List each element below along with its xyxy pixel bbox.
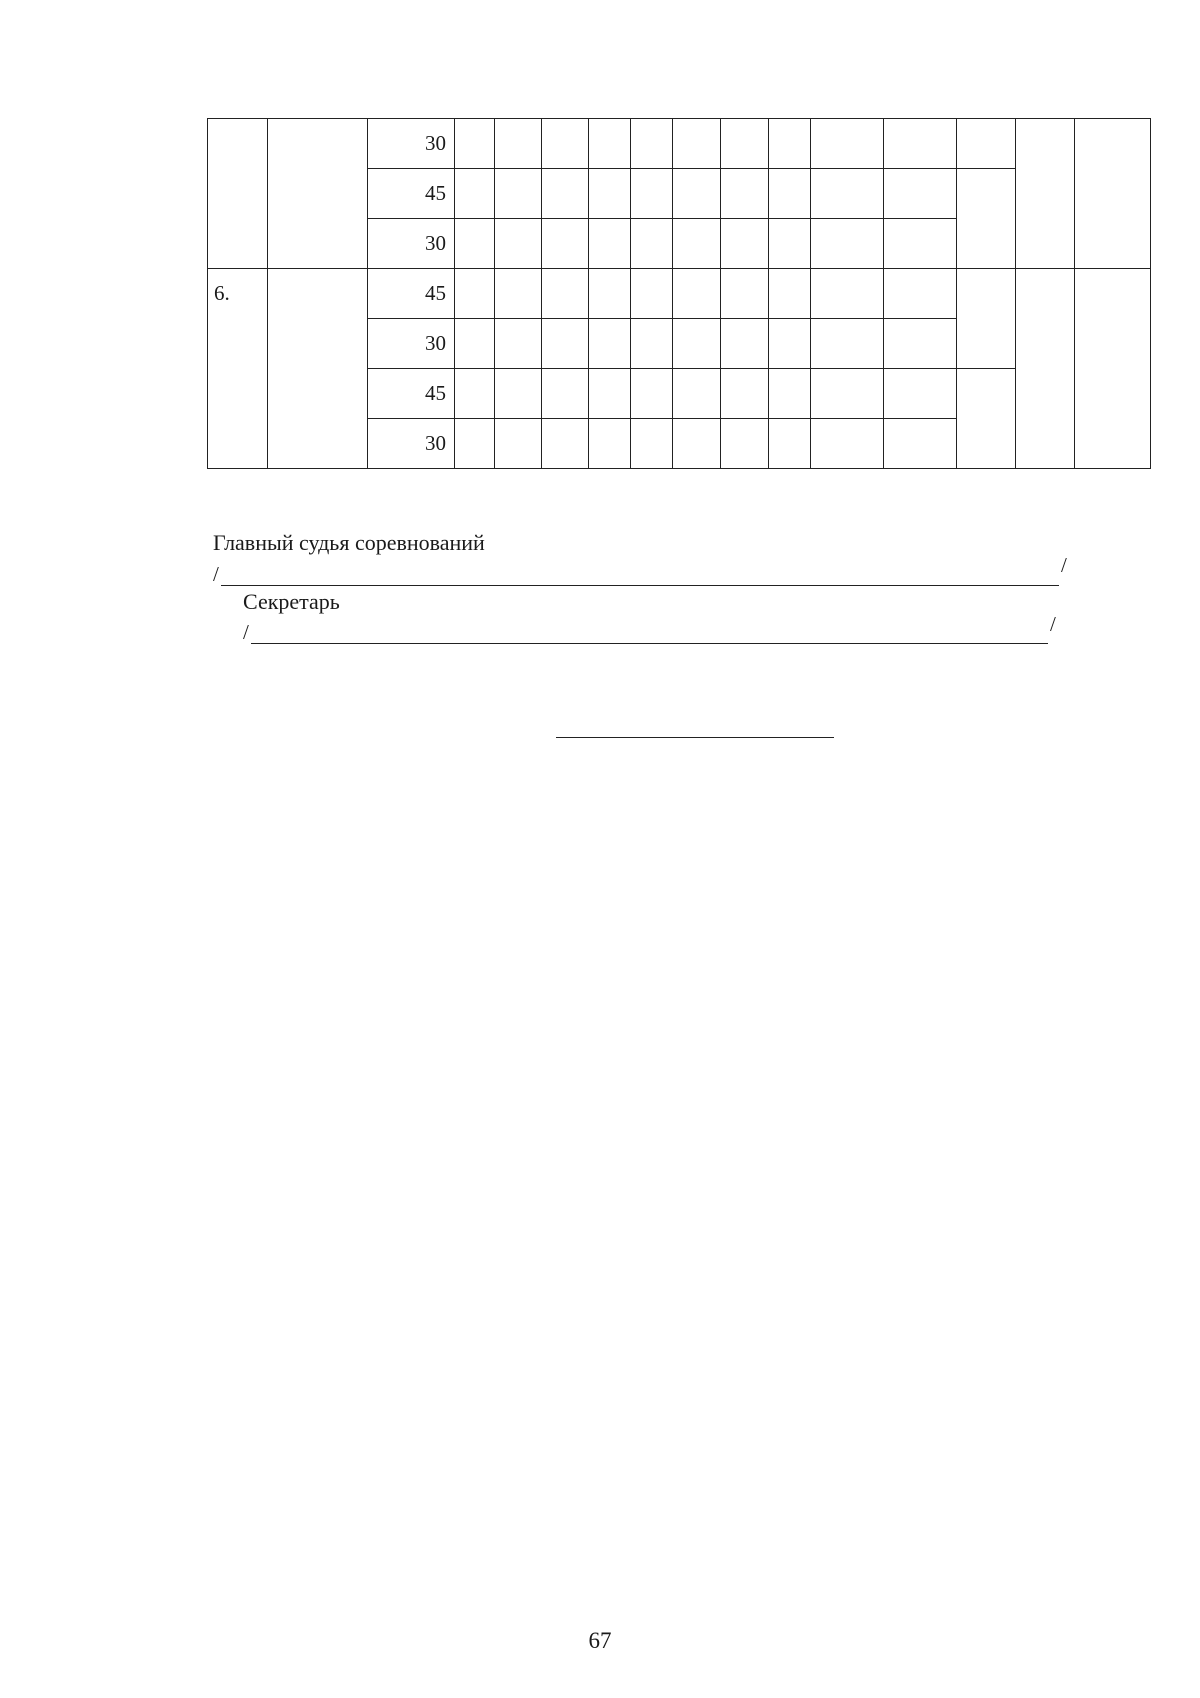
chief-judge-slash-close: / — [1061, 553, 1067, 577]
score-cell — [589, 169, 631, 219]
total-cell — [1016, 269, 1075, 469]
score-cell — [631, 169, 673, 219]
score-cell — [721, 169, 769, 219]
score-cell — [769, 269, 811, 319]
score-cell — [631, 319, 673, 369]
score-cell — [884, 269, 957, 319]
results-table — [207, 118, 1151, 469]
score-cell — [455, 219, 495, 269]
score-cell — [721, 269, 769, 319]
score-cell — [589, 369, 631, 419]
distance-cell: 30 — [368, 119, 455, 169]
score-cell — [631, 219, 673, 269]
score-cell — [811, 119, 884, 169]
chief-judge-signature-line — [221, 585, 1059, 586]
score-cell — [542, 419, 589, 469]
secretary-signature-line — [251, 643, 1048, 644]
page-number: 67 — [588, 1628, 612, 1653]
score-cell — [884, 319, 957, 369]
place-number-cell: 6. — [208, 269, 268, 469]
score-cell — [811, 319, 884, 369]
score-cell — [589, 319, 631, 369]
score-cell — [455, 169, 495, 219]
score-cell — [673, 219, 721, 269]
score-cell — [884, 219, 957, 269]
score-cell — [631, 369, 673, 419]
place-cell — [1075, 119, 1151, 269]
chief-judge-slash-open: / — [213, 562, 219, 586]
score-cell — [455, 319, 495, 369]
score-cell — [811, 269, 884, 319]
score-cell — [884, 369, 957, 419]
subtotal-cell — [957, 269, 1016, 369]
score-cell — [542, 169, 589, 219]
score-cell — [589, 119, 631, 169]
distance-cell: 45 — [368, 169, 455, 219]
score-cell — [495, 419, 542, 469]
score-cell — [589, 219, 631, 269]
place-cell — [1075, 269, 1151, 469]
table-row — [208, 119, 1151, 169]
score-cell — [542, 369, 589, 419]
score-cell — [631, 269, 673, 319]
score-cell — [884, 119, 957, 169]
score-cell — [495, 219, 542, 269]
score-cell — [884, 419, 957, 469]
score-cell — [631, 119, 673, 169]
score-cell — [495, 119, 542, 169]
place-number-cell — [208, 119, 268, 269]
distance-cell: 30 — [368, 219, 455, 269]
score-cell — [769, 169, 811, 219]
participant-name-cell — [268, 269, 368, 469]
distance-cell: 45 — [368, 269, 455, 319]
chief-judge-label: Главный судья соревнований — [213, 530, 485, 555]
score-cell — [721, 419, 769, 469]
score-cell — [495, 269, 542, 319]
score-cell — [811, 419, 884, 469]
secretary-label: Секретарь — [243, 589, 340, 614]
score-cell — [673, 369, 721, 419]
score-cell — [495, 169, 542, 219]
subtotal-cell — [957, 119, 1016, 169]
score-cell — [673, 119, 721, 169]
score-cell — [769, 219, 811, 269]
score-cell — [769, 419, 811, 469]
score-cell — [589, 269, 631, 319]
secretary-slash-open: / — [243, 620, 249, 644]
score-cell — [811, 219, 884, 269]
secretary-slash-close: / — [1050, 612, 1056, 636]
participant-name-cell — [268, 119, 368, 269]
distance-cell: 30 — [368, 319, 455, 369]
score-cell — [811, 369, 884, 419]
table-row — [208, 269, 1151, 319]
subtotal-cell — [957, 369, 1016, 469]
score-cell — [673, 319, 721, 369]
score-cell — [542, 319, 589, 369]
score-cell — [455, 119, 495, 169]
score-cell — [542, 269, 589, 319]
total-cell — [1016, 119, 1075, 269]
score-cell — [673, 169, 721, 219]
distance-cell: 30 — [368, 419, 455, 469]
score-cell — [455, 369, 495, 419]
score-cell — [495, 369, 542, 419]
score-cell — [542, 119, 589, 169]
score-cell — [631, 419, 673, 469]
score-cell — [721, 319, 769, 369]
score-cell — [811, 169, 884, 219]
score-cell — [495, 319, 542, 369]
score-cell — [721, 119, 769, 169]
score-cell — [769, 369, 811, 419]
score-cell — [769, 119, 811, 169]
score-cell — [721, 219, 769, 269]
score-cell — [721, 369, 769, 419]
score-cell — [673, 419, 721, 469]
score-cell — [884, 169, 957, 219]
protocol-table-fragment — [207, 118, 1149, 469]
score-cell — [673, 269, 721, 319]
score-cell — [542, 219, 589, 269]
score-cell — [589, 419, 631, 469]
section-separator-rule — [556, 737, 834, 738]
score-cell — [455, 419, 495, 469]
distance-cell: 45 — [368, 369, 455, 419]
score-cell — [769, 319, 811, 369]
score-cell — [455, 269, 495, 319]
subtotal-cell — [957, 169, 1016, 269]
